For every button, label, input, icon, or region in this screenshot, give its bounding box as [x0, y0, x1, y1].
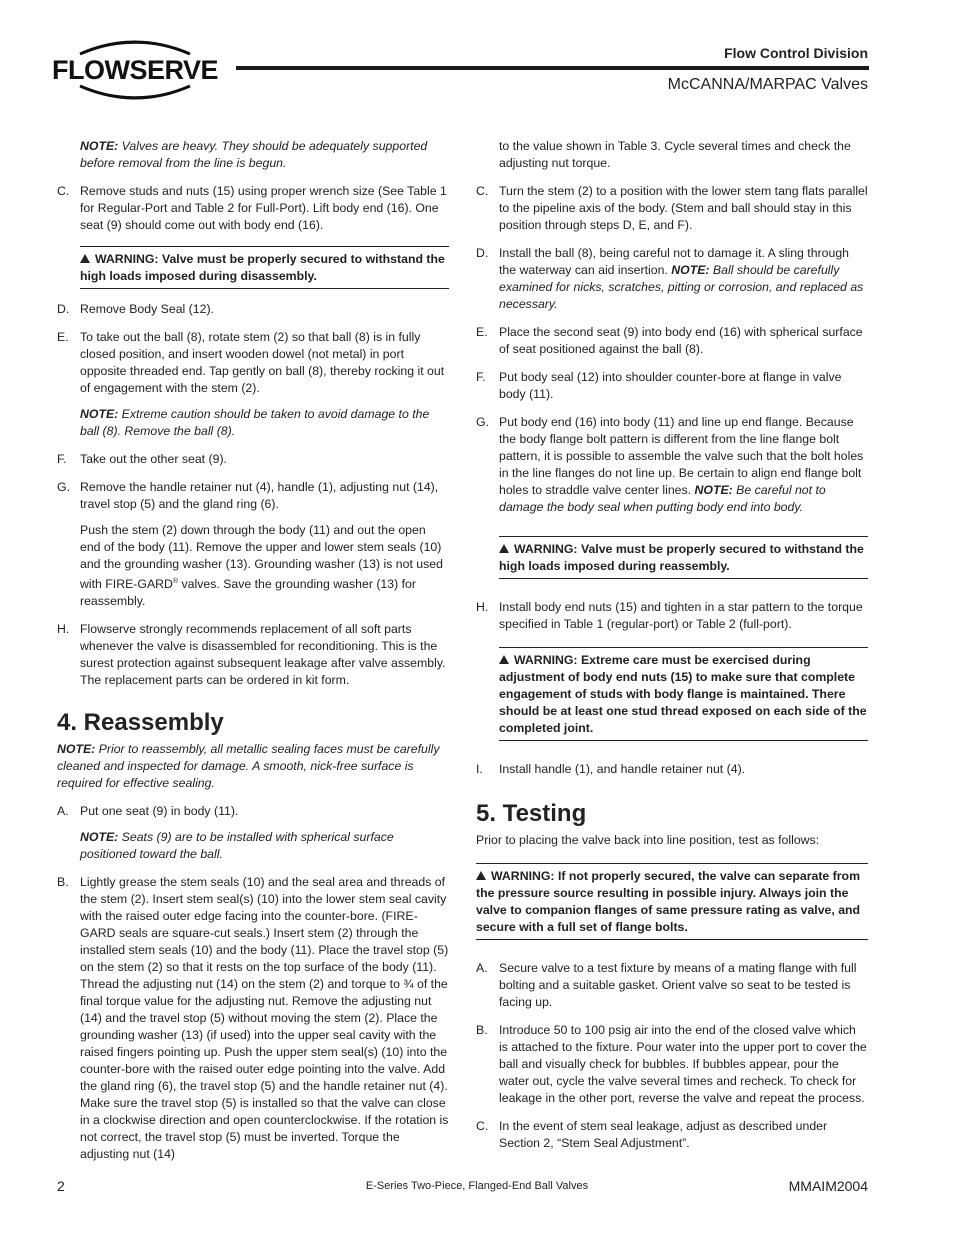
testing-intro: Prior to placing the valve back into line position, test as follows: [476, 833, 820, 847]
note-ball: NOTE: Extreme caution should be taken to avoid damage to the ball (8). Remove the ball (8). [80, 407, 430, 438]
page-number: 2 [57, 1178, 65, 1194]
warning-icon [80, 254, 90, 263]
product-line: McCANNA/MARPAC Valves [667, 76, 868, 93]
reassembly-step-b: B. Lightly grease the stem seals (10) and the seal area and threads of the stem (2). Insert stem seal(s) (10) into the lower stem seal cavity with the raised outer edge facing into the counter-bore. (FIRE-GARD seals are square-cut seals.) Insert stem (2) through the installed stem seals (10) and the body (11). Place the travel stop (5) on the stem (2) so that it rests on the top surface of the body (11). Thread the adjusting nut (14) on the stem (2) and torque to ¾ of the final torque value for the adjusting nut. Remove the adjusting nut (14) and the travel stop (5) without moving the stem (2). Place the grounding washer (13) (if used) into the upper seal cavity with the raised fingers pointing up. Push the upper stem seal(s) (10) into the counter-bore with the raised outer edge pointing into the valve. Add the gland ring (6), the travel stop (5) and the handle retainer nut (4). Make sure the travel stop (5) is installed so that the valve can close in a clockwise direction and open counterclockwise. If the rotation is not correct, the travel stop (5) must be inverted. Torque the adjusting nut (14) [57, 875, 449, 1162]
header-rule [236, 66, 869, 70]
reassembly-step-e: E. Place the second seat (9) into body end (16) with spherical surface of seat positioned against the ball (8). [476, 325, 863, 356]
flowserve-logo [50, 38, 220, 100]
warning-icon [499, 655, 509, 664]
reassembly-step-c: C. Turn the stem (2) to a position with the lower stem tang flats parallel to the pipeline axis of the body. (Stem and ball should stay in this position through steps D, E, and F). [476, 184, 868, 232]
testing-step-a: A. Secure valve to a test fixture by means of a mating flange with full bolting and a suitable gasket. Orient valve so seat to be tested is facing up. [476, 961, 857, 1009]
footer-doc-code: MMAIM2004 [788, 1178, 868, 1194]
left-column [57, 138, 449, 1174]
reassembly-step-i: I. Install handle (1), and handle retainer nut (4). [476, 762, 746, 776]
reassembly-step-d: D. Install the ball (8), being careful not to damage it. A sling through the waterway can aid insertion. NOTE: Ball should be carefully examined for nicks, scratches, pitting or corrosion, and replaced as necessary. [476, 246, 864, 311]
reassembly-step-g: G. Put body end (16) into body (11) and line up end flange. Because the body flange bolt pattern is different from the line flange bolt pattern, it is possible to assemble the valve such that the bolt holes in the line flanges do not line up. Be certain to align end flange bolt holes to straddle valve center lines. NOTE: Be careful not to damage the body seal when putting body end into body. [476, 415, 864, 514]
note-reassembly: NOTE: Prior to reassembly, all metallic sealing faces must be carefully cleaned and inspected for damage. A smooth, nick-free surface is required for effective sealing. [57, 742, 440, 791]
reassembly-step-f: F. Put body seal (12) into shoulder counter-bore at flange in valve body (11). [476, 370, 842, 401]
warning-icon [499, 544, 509, 553]
step-d: D. Remove Body Seal (12). [57, 302, 214, 316]
step-f: F. Take out the other seat (9). [57, 452, 227, 466]
right-column [476, 138, 868, 1163]
step-e: E. To take out the ball (8), rotate stem (2) so that ball (8) is in fully closed position, and insert wooden dowel (not metal) in port opposite threaded end. Tap gently on ball (8), thereby rocking it out of engagement with the stem (2). NOTE: Extreme caution should be taken to avoid damage to the ball (8). Remove the ball (8). [57, 329, 449, 440]
svg-text:FLOWSERVE: FLOWSERVE [52, 55, 219, 85]
warning-reassembly: WARNING: Valve must be properly secured to withstand the high loads imposed during reassembly. [499, 536, 868, 579]
step-h: H. Flowserve strongly recommends replacement of all soft parts whenever the valve is disassembled for reconditioning. This is the surest protection against subsequent leakage after valve assembly. The replacement parts can be ordered in kit form. [57, 622, 446, 688]
footer-doc-title: E-Series Two-Piece, Flanged-End Ball Valves [365, 1180, 589, 1192]
warning-body-end-nuts: WARNING: Extreme care must be exercised during adjustment of body end nuts (15) to make sure that complete engagement of studs with body flange is maintained. There should be at least one stud thread exposed on each side of the completed joint. [499, 647, 868, 741]
note-seats: NOTE: Seats (9) are to be installed with spherical surface positioned toward the ball. [80, 830, 394, 862]
testing-step-b: B. Introduce 50 to 100 psig air into the end of the closed valve which is attached to the fixture. Pour water into the upper port to cover the ball and visually check for bubbles. If bubbles appear, pour the water out, cycle the valve several times and recheck. To check for leakage in the other port, reverse the valve and repeat the process. [476, 1023, 867, 1105]
reassembly-step-a: A. Put one seat (9) in body (11). NOTE: Seats (9) are to be installed with spherical surface positioned toward the ball. [57, 803, 449, 863]
warning-disassembly: WARNING: Valve must be properly secured to withstand the high loads imposed during disassembly. [80, 246, 449, 289]
note-heavy: NOTE: Valves are heavy. They should be adequately supported before removal from the line is begun. [80, 139, 428, 170]
step-c: C. Remove studs and nuts (15) using proper wrench size (See Table 1 for Regular-Port and Table 2 for Full-Port). Lift body end (16). One seat (9) should come out with body end (16). [57, 184, 447, 232]
division-title: Flow Control Division [724, 45, 868, 61]
step-b-continued: to the value shown in Table 3. Cycle several times and check the adjusting nut torque. [499, 139, 851, 170]
section-4-heading: 4. Reassembly [57, 709, 224, 737]
testing-step-c: C. In the event of stem seal leakage, adjust as described under Section 2, “Stem Seal Adjustment”. [476, 1119, 828, 1150]
section-5-heading: 5. Testing [476, 800, 587, 827]
warning-testing: WARNING: If not properly secured, the valve can separate from the pressure source resulting in possible injury. Always join the valve to companion flanges of same pressure rating as valve, and secure with a full set of flange bolts. [476, 863, 868, 940]
step-g: G. Remove the handle retainer nut (4), handle (1), adjusting nut (14), travel stop (5) and the gland ring (6). Push the stem (2) down through the body (11) and out the open end of the body (11). Remove the upper and lower stem seals (10) and the grounding washer (13). Grounding washer (13) is not used with FIRE-GARD® valves. Save the grounding washer (13) for reassembly. [57, 480, 443, 609]
reassembly-step-h: H. Install body end nuts (15) and tighten in a star pattern to the torque specified in Table 1 (regular-port) or Table 2 (full-port). [476, 600, 863, 631]
warning-icon [476, 871, 486, 880]
